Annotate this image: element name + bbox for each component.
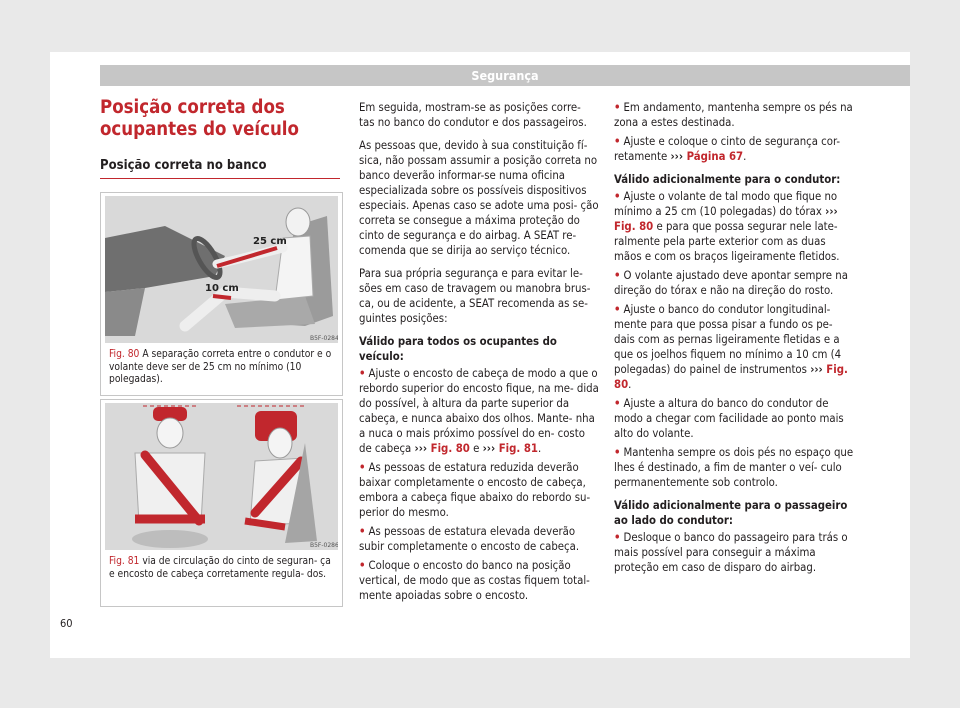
person-head [286,208,310,236]
bullet-item: • As pessoas de estatura reduzida deverão baixar completamente o encosto de cabeça, embora a cabeça fique abaixo do rebordo su- perior do mesmo. [359,461,591,519]
page-number: 60 [60,617,73,630]
figure-label: Fig. 81 [109,556,140,567]
image-code: B5F-0284 [310,335,338,342]
fig-81-link[interactable]: ››› Fig. 81 [482,442,538,455]
caption-text: via de circulação do cinto de seguran- ça e encosto de cabeça corretamente regula- dos. [109,556,331,580]
figure-label: Fig. 80 [109,349,140,360]
manual-page [50,52,910,658]
subheading-driver: Válido adicionalmente para o condutor: [614,173,841,186]
bullet-item: • Ajuste e coloque o cinto de segurança cor- retamente ››› Página 67. [614,135,841,163]
bullet-dot-icon: • [614,303,621,316]
bullet-item: • Mantenha sempre os dois pés no espaço que lhes é destinado, a fim de manter o veí- culo permanentemente sob controlo. [614,446,854,489]
image-code: B5F-0286 [310,542,338,549]
bullet-item: • Desloque o banco do passageiro para trás o mais possível para conseguir a máxima proteção em caso de disparo do airbag. [614,531,848,574]
seatbelt-illustration [105,403,338,550]
figure-81 [100,399,343,607]
figure-80 [100,192,343,396]
bullet-item: • As pessoas de estatura elevada deverão subir completamente o encosto de cabeça. [359,525,580,553]
fig-80-link[interactable]: ››› Fig. 80 [414,442,470,455]
subheading-all-occupants: Válido para todos os ocupantes do veículo: [359,335,557,363]
bullet-item: • Em andamento, mantenha sempre os pés na zona a estes destinada. [614,101,853,129]
fig-80-link[interactable]: ››› Fig. 80 [614,205,838,233]
bullet-item: • Ajuste a altura do banco do condutor de modo a chegar com facilidade ao ponto mais alto do volante. [614,397,844,440]
bullet-item: • Ajuste o volante de tal modo que fique no mínimo a 25 cm (10 polegadas) do tórax ››› Fig. 80 e para que possa segurar nele late- ralmente pela parte exterior com as duas mãos e com os braços ligeiramente fletidos. [614,190,840,263]
section-header: Segurança [100,65,910,86]
fig-80-link[interactable]: ››› Fig. 80 [614,363,848,391]
bullet-dot-icon: • [359,461,366,474]
page-title: Posição correta dos ocupantes do veículo [100,97,299,140]
bullet-dot-icon: • [614,446,621,459]
text-column-right [614,100,854,579]
section-subtitle: Posição correta no banco [100,158,340,179]
paragraph: Em seguida, mostram-se as posições corre- tas no banco do condutor e dos passageiros. [359,101,587,129]
driver-seat-illustration [105,196,338,343]
page-67-link[interactable]: ››› Página 67 [670,150,744,163]
bullet-dot-icon: • [614,190,621,203]
paragraph: Para sua própria segurança e para evitar le- sões em caso de travagem ou manobra brus- ca, ou de acidente, a SEAT recomenda as se- guintes posições: [359,267,591,325]
figure-80-image [105,196,338,343]
text-column-middle [359,100,599,607]
bullet-dot-icon: • [614,531,621,544]
arrow-10cm [213,296,231,298]
bullet-item: • Ajuste o encosto de cabeça de modo a que o rebordo superior do encosto fique, na me- dida do possível, à altura da parte superior da cabeça, e nunca abaixo dos olhos. Mante- nha a nuca o mais próximo possível do en- costo de cabeça ››› Fig. 80 e ››› Fig. 81. [359,367,599,455]
subheading-passenger: Válido adicionalmente para o passageiro ao lado do condutor: [614,499,848,527]
bullet-dot-icon: • [614,269,621,282]
figure-80-caption [109,349,335,387]
figure-81-image [105,403,338,550]
bullet-item: • Ajuste o banco do condutor longitudinal- mente para que possa pisar a fundo os pe- dais com as pernas ligeiramente fletidas e a que os joelhos fiquem no mínimo a 10 cm (4 polegadas) do painel de instrumentos ››› Fig. 80. [614,303,848,391]
figure-81-caption [109,556,335,581]
label-10cm: 10 cm [205,283,239,294]
label-25cm: 25 cm [253,236,287,247]
bullet-dot-icon: • [614,397,621,410]
bullet-dot-icon: • [359,525,366,538]
caption-text: A separação correta entre o condutor e o volante deve ser de 25 cm no mínimo (10 polegadas). [109,349,332,385]
bullet-dot-icon: • [614,101,621,114]
paragraph: As pessoas que, devido à sua constituição fí- sica, não possam assumir a posição correta no banco deverão informar-se numa oficina especializada sobre os possíveis dispositivos especiais. Apenas caso se adote uma posi- ção correta se consegue a máxima proteção do cinto de segurança e do airbag. A SEAT re- comenda que se dirija ao serviço técnico. [359,139,599,257]
bullet-item: • Coloque o encosto do banco na posição vertical, de modo que as costas fiquem total- mente apoiadas sobre o encosto. [359,559,590,602]
bullet-dot-icon: • [359,367,366,380]
bullet-dot-icon: • [359,559,366,572]
bullet-dot-icon: • [614,135,621,148]
bullet-item: • O volante ajustado deve apontar sempre na direção do tórax e não na direção do rosto. [614,269,848,297]
